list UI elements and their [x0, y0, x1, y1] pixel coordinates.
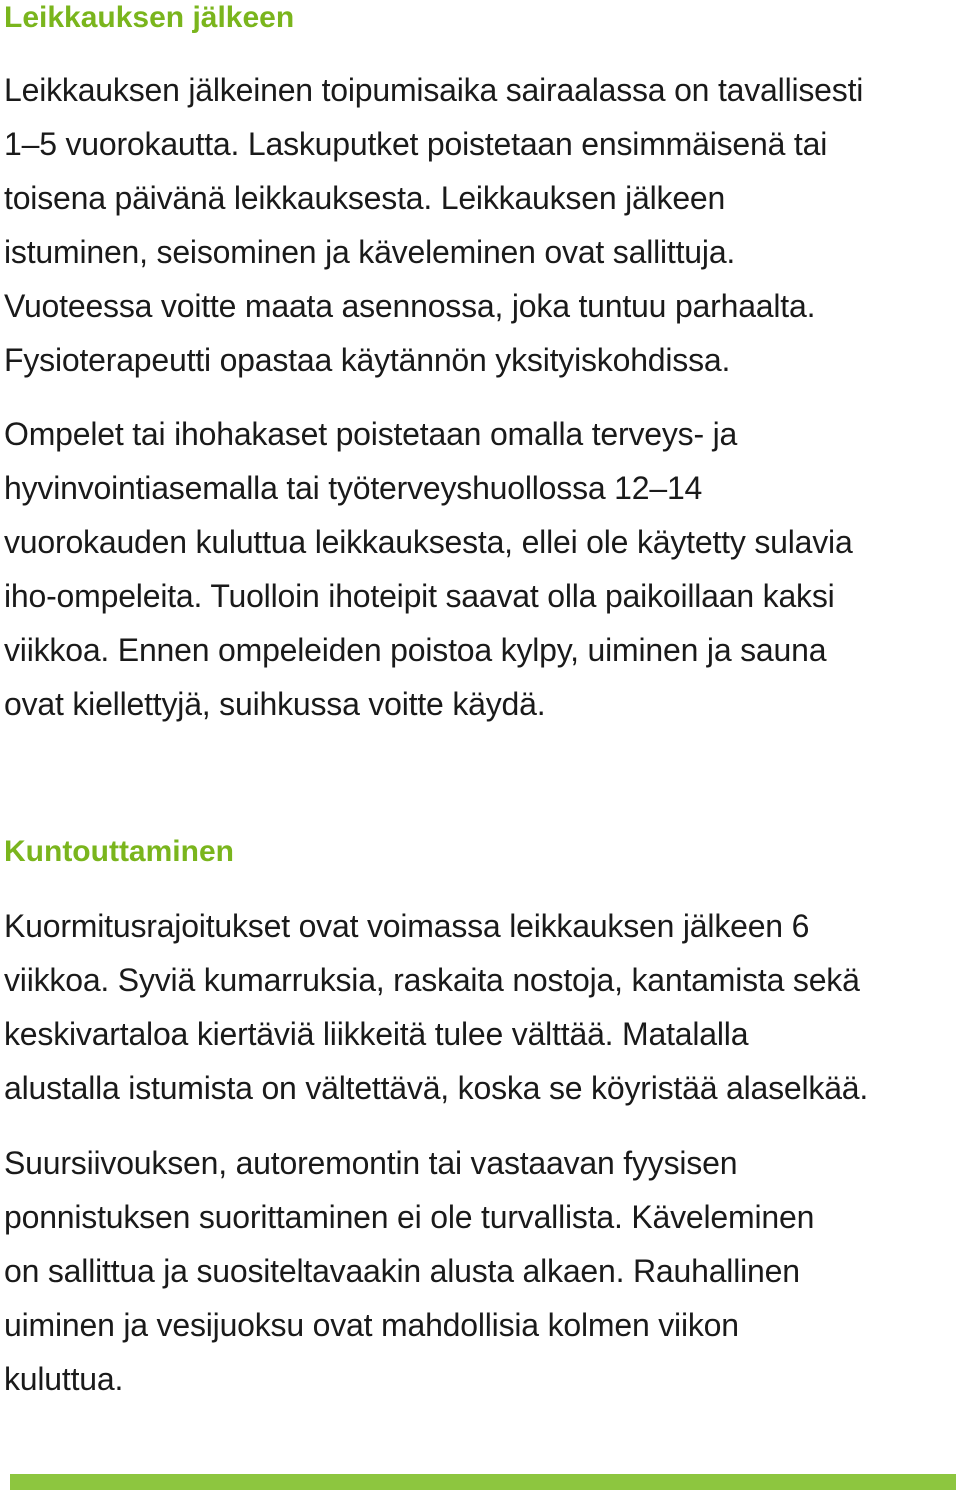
paragraph-line: on sallittua ja suositeltavaakin alusta alkaen. Rauhallinen	[4, 1253, 800, 1289]
paragraph-line: keskivartaloa kiertäviä liikkeitä tulee välttää. Matalalla	[4, 1016, 749, 1052]
paragraph-line: viikkoa. Ennen ompeleiden poistoa kylpy, uiminen ja sauna	[4, 632, 827, 668]
paragraph-line: ovat kiellettyjä, suihkussa voitte käydä.	[4, 686, 546, 722]
paragraph-load-restrictions	[4, 899, 958, 1115]
paragraph-line: Suursiivouksen, autoremontin tai vastaavan fyysisen	[4, 1145, 738, 1181]
section-heading-kuntouttaminen: Kuntouttaminen	[4, 835, 234, 868]
paragraph-line: vuorokauden kuluttua leikkauksesta, ellei ole käytetty sulavia	[4, 524, 853, 560]
paragraph-line: iho-ompeleita. Tuolloin ihoteipit saavat olla paikoillaan kaksi	[4, 578, 835, 614]
paragraph-line: 1–5 vuorokautta. Laskuputket poistetaan ensimmäisenä tai	[4, 126, 828, 162]
paragraph-line: Kuormitusrajoitukset ovat voimassa leikkauksen jälkeen 6	[4, 908, 810, 944]
paragraph-line: alustalla istumista on vältettävä, koska se köyristää alaselkää.	[4, 1070, 869, 1106]
paragraph-line: Leikkauksen jälkeinen toipumisaika sairaalassa on tavallisesti	[4, 72, 864, 108]
paragraph-activities	[4, 1136, 958, 1406]
paragraph-line: Vuoteessa voitte maata asennossa, joka tuntuu parhaalta.	[4, 288, 816, 324]
section-heading-leikkauksen-jalkeen: Leikkauksen jälkeen	[4, 1, 295, 34]
paragraph-line: Fysioterapeutti opastaa käytännön yksityiskohdissa.	[4, 342, 731, 378]
paragraph-line: kuluttua.	[4, 1361, 124, 1397]
paragraph-recovery	[4, 63, 958, 387]
paragraph-line: viikkoa. Syviä kumarruksia, raskaita nostoja, kantamista sekä	[4, 962, 860, 998]
paragraph-line: ponnistuksen suorittaminen ei ole turvallista. Käveleminen	[4, 1199, 815, 1235]
paragraph-line: hyvinvointiasemalla tai työterveyshuollossa 12–14	[4, 470, 703, 506]
paragraph-line: toisena päivänä leikkauksesta. Leikkauksen jälkeen	[4, 180, 726, 216]
paragraph-line: Ompelet tai ihohakaset poistetaan omalla terveys- ja	[4, 416, 738, 452]
paragraph-line: uiminen ja vesijuoksu ovat mahdollisia kolmen viikon	[4, 1307, 739, 1343]
paragraph-stitches	[4, 407, 958, 731]
footer-accent-bar	[10, 1474, 956, 1490]
paragraph-line: istuminen, seisominen ja käveleminen ovat sallittuja.	[4, 234, 736, 270]
